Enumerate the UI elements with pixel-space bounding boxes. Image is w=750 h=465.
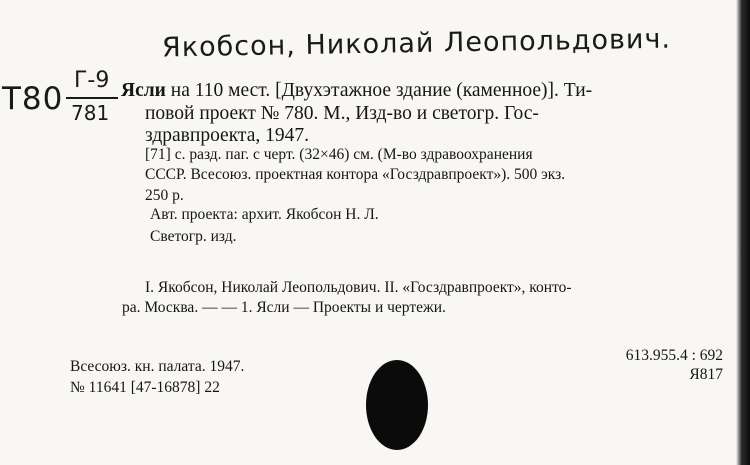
tracing-line-2: ра. Москва. — — 1. Ясли — Проекты и чертежи.	[122, 299, 446, 316]
card-shadow-edge	[736, 0, 750, 465]
title-bold: Ясли	[121, 80, 166, 101]
book-chamber-line-2: № 11641 [47-16878] 22	[70, 379, 220, 396]
card-punch-hole	[366, 360, 428, 450]
shelf-mark-fraction	[66, 68, 122, 130]
note-line-2: Светогр. изд.	[150, 228, 237, 245]
title-line-1	[121, 80, 592, 102]
collation-line-2: СССР. Всесоюз. проектная контора «Госздравпроект»). 500 экз.	[145, 166, 566, 183]
author-code: Я817	[689, 366, 723, 383]
book-chamber-line-1: Всесоюз. кн. палата. 1947.	[70, 358, 245, 375]
shelf-mark-bar	[66, 97, 118, 99]
shelf-mark-denominator: 781	[71, 101, 110, 125]
collation-line-1: [71] с. разд. паг. с черт. (32×46) см. (М-во здравоохранения	[145, 146, 533, 163]
collation-line-3: 250 р.	[145, 187, 184, 204]
shelf-mark-prefix: Т80	[2, 81, 64, 117]
title-line-1-rest: на 110 мест. [Двухэтажное здание (каменное)]. Ти-	[165, 80, 593, 101]
note-line-1: Авт. проекта: архит. Якобсон Н. Л.	[150, 206, 379, 223]
shelf-mark-numerator: Г-9	[74, 68, 110, 93]
tracing-line-1: I. Якобсон, Николай Леопольдович. II. «Госздравпроект», конто-	[145, 279, 572, 296]
title-line-2: повой проект № 780. М., Изд-во и светогр. Гос-	[145, 103, 539, 124]
title-line-3: здравпроекта, 1947.	[145, 125, 309, 146]
classification-number: 613.955.4 : 692	[625, 347, 723, 364]
author-handwritten: Якобсон, Николай Леопольдович.	[161, 23, 672, 64]
